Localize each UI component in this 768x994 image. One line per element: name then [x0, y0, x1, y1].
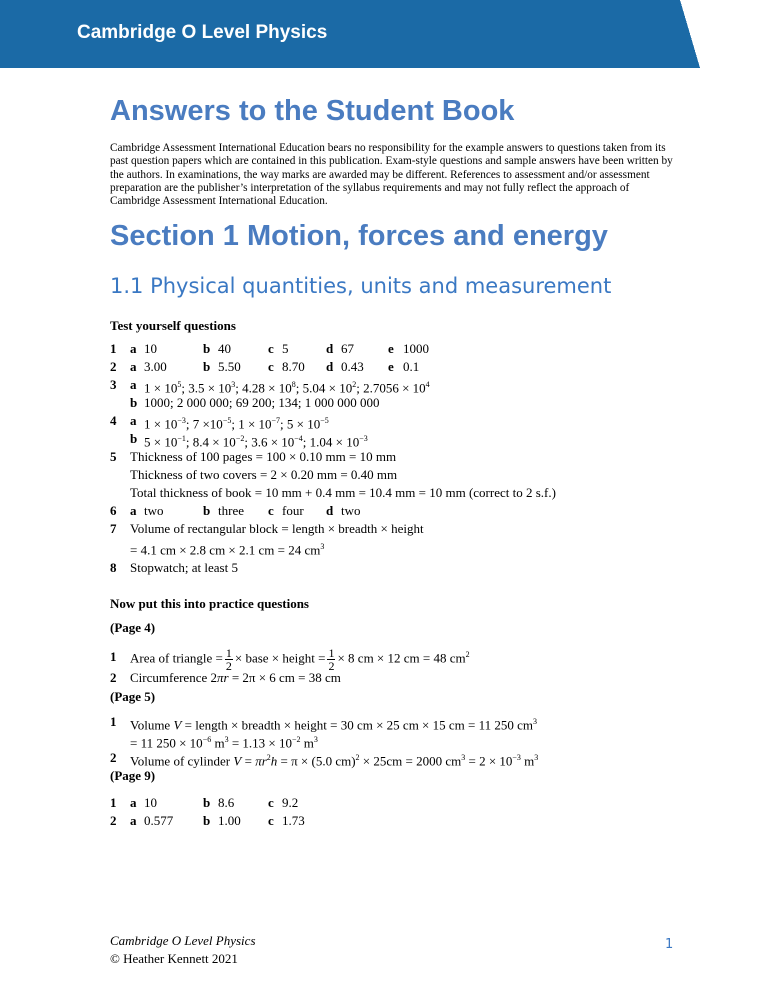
- q-number: 2: [110, 750, 117, 765]
- q5-line: Total thickness of book = 10 mm + 0.4 mm = 10.4 mm = 10 mm (correct to 2 s.f.): [130, 485, 556, 500]
- q3b-answer: b 1000; 2 000 000; 69 200; 134; 1 000 000 000: [130, 395, 380, 410]
- page-number: 1: [665, 937, 674, 952]
- p5q1-line: Volume V = length × breadth × height = 30 cm × 25 cm × 15 cm = 11 250 $cm^3$: [130, 717, 538, 733]
- footer-book: Cambridge O Level Physics: [110, 933, 256, 948]
- q-number: 5: [110, 449, 117, 464]
- q7-line: = 4.1 cm × 2.8 cm × 2.1 cm = 24 $cm^3$: [130, 542, 325, 558]
- test-heading: Test yourself questions: [110, 318, 236, 333]
- q-number: 1: [110, 714, 117, 729]
- q1-answers: a 10 b 40 c 5 d 67 e 1000: [130, 341, 429, 356]
- p9q1-answers: a 10 b 8.6 c 9.2: [130, 795, 299, 810]
- q-number: 1: [110, 341, 117, 356]
- q-number: 6: [110, 503, 117, 518]
- header-title: Cambridge O Level Physics: [77, 22, 328, 43]
- q-number: 3: [110, 377, 117, 392]
- q8-line: Stopwatch; at least 5: [130, 560, 238, 575]
- q7-line: Volume of rectangular block = length × breadth × height: [130, 521, 424, 536]
- q-number: 2: [110, 813, 117, 828]
- page-title: Answers to the Student Book: [110, 95, 515, 127]
- q6-answers: a two b three c four d two: [130, 503, 361, 518]
- banner-corner: [680, 0, 700, 68]
- p5q2-line: Volume of cylinder $V = \pi r^2h = \pi \times (5.0$ cm)$^2$ × 25cm = 2000 $cm^3 = 2 \times 10^{-3}$ $m^3$: [130, 753, 539, 769]
- page-ref: (Page 5): [110, 689, 156, 704]
- disclaimer: Cambridge Assessment International Education bears no responsibility for the example answers to questions taken from its past question papers which are contained in this publication. Exam-style questions and sample answers have been written by the authors. In examinations, the way marks are awarded may be different. References to assessment and/or assessment preparation are the publisher’s interpretation of the syllabus requirements and may not fully reflect the approach of Cambridge Assessment International Education.: [110, 142, 673, 208]
- p5q1-line: = 11 $250 \times 10^{-6}$ $m^3 = 1.13 \times 10^{-2}$ $m^3$: [130, 735, 318, 751]
- page-ref: (Page 9): [110, 768, 156, 783]
- q5-line: Thickness of 100 pages = 100 × 0.10 mm = 10 mm: [130, 449, 397, 464]
- page-ref: (Page 4): [110, 620, 156, 635]
- footer-copyright: © Heather Kennett 2021: [110, 951, 238, 966]
- footer: [110, 932, 256, 968]
- q3a-answer: a $1 \times 10^5$; $3.5 \times 10^3$; $4.28 \times 10^8$; $5.04 \times 10^2$; $2.7056 \times 10^4$: [130, 377, 430, 396]
- p4q1-line: Area of triangle = $\frac{1}{2}$ × base × height = $\frac{1}{2}$ × 8 cm × 12 cm = 48 $cm^2$: [130, 645, 470, 673]
- q-number: 8: [110, 560, 117, 575]
- q4b-answer: b $5 \times 10^{-1}$; $8.4 \times 10^{-2}$; $3.6 \times 10^{-4}$; $1.04 \times 10^{-3}$: [130, 431, 368, 450]
- q-number: 4: [110, 413, 117, 428]
- q-number: 1: [110, 649, 117, 664]
- q-number: 7: [110, 521, 117, 536]
- p4q2-line: Circumference 2πr = 2π × 6 cm = 38 cm: [130, 670, 341, 685]
- practice-heading: Now put this into practice questions: [110, 596, 309, 611]
- q4a-answer: a $1 \times 10^{-3}$; $7 \times 10^{-5}$; $1 \times 10^{-7}$; $5 \times 10^{-5}$: [130, 413, 329, 432]
- q-number: 2: [110, 359, 117, 374]
- section-heading: Section 1 Motion, forces and energy: [110, 220, 608, 252]
- subsection-heading: 1.1 Physical quantities, units and measurement: [110, 274, 612, 298]
- p9q2-answers: a 0.577 b 1.00 c 1.73: [130, 813, 305, 828]
- q5-line: Thickness of two covers = 2 × 0.20 mm = 0.40 mm: [130, 467, 398, 482]
- q-number: 2: [110, 670, 117, 685]
- q-number: 1: [110, 795, 117, 810]
- q2-answers: a 3.00 b 5.50 c 8.70 d 0.43 e 0.1: [130, 359, 420, 374]
